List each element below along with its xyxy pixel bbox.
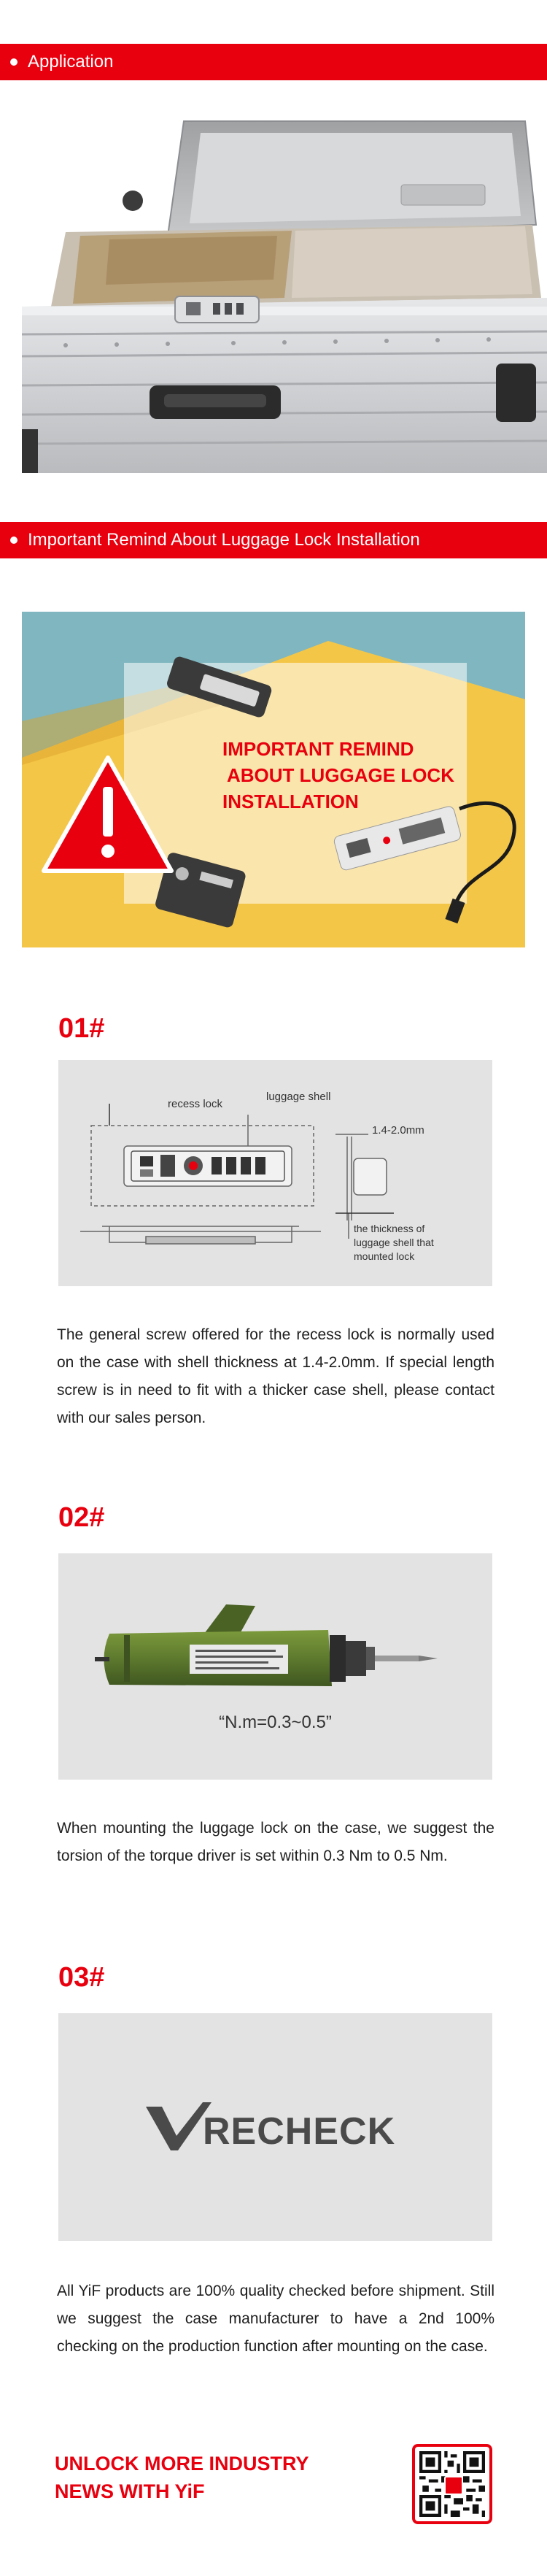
warning-title bbox=[222, 736, 454, 815]
step-number-3: 03# bbox=[58, 1962, 105, 1993]
warning-banner bbox=[22, 612, 525, 947]
torque-value-label: “N.m=0.3~0.5” bbox=[219, 1712, 332, 1732]
footer-slogan bbox=[55, 2450, 309, 2505]
section-header-application bbox=[0, 44, 547, 80]
checkmark-icon bbox=[146, 2101, 212, 2152]
warning-line-1: IMPORTANT REMIND bbox=[222, 738, 414, 760]
suitcase-photo bbox=[22, 115, 547, 473]
note-line-1: the thickness of bbox=[354, 1223, 425, 1234]
note-line-3: mounted lock bbox=[354, 1250, 415, 1262]
step1-description: The general screw offered for the recess lock is normally used on the case with shell thickness at 1.4-2.0mm. If special length screw is in need to fit with a thicker case shell, please contact with our sales person. bbox=[57, 1326, 494, 1426]
note-line-2: luggage shell that bbox=[354, 1237, 434, 1248]
qr-code[interactable] bbox=[412, 2444, 492, 2524]
label-thickness-note bbox=[354, 1222, 434, 1264]
step-number-2: 02# bbox=[58, 1502, 105, 1533]
label-luggage-shell: luggage shell bbox=[266, 1091, 331, 1103]
section-title: Important Remind About Luggage Lock Installation bbox=[28, 530, 420, 550]
qr-logo-icon bbox=[444, 2476, 463, 2495]
lock-thickness-diagram bbox=[58, 1060, 492, 1286]
warning-line-2: ABOUT LUGGAGE LOCK bbox=[227, 764, 454, 786]
recheck-panel bbox=[58, 2013, 492, 2241]
warning-line-3: INSTALLATION bbox=[222, 791, 359, 812]
bullet-icon bbox=[10, 537, 18, 544]
footer-line-1: UNLOCK MORE INDUSTRY bbox=[55, 2453, 309, 2475]
label-recess-lock: recess lock bbox=[168, 1098, 223, 1110]
recheck-label: RECHECK bbox=[203, 2110, 396, 2153]
footer-line-2: NEWS WITH YiF bbox=[55, 2480, 205, 2502]
torque-driver-panel bbox=[58, 1553, 492, 1780]
step-number-1: 01# bbox=[58, 1013, 105, 1044]
step2-description: When mounting the luggage lock on the case, we suggest the torsion of the torque driver is set within 0.3 Nm to 0.5 Nm. bbox=[57, 1820, 494, 1864]
section-title: Application bbox=[28, 52, 114, 72]
bullet-icon bbox=[10, 58, 18, 66]
section-header-remind bbox=[0, 522, 547, 558]
label-thickness-range: 1.4-2.0mm bbox=[372, 1124, 424, 1137]
step3-description: All YiF products are 100% quality checked before shipment. Still we suggest the case manufacturer to have a 2nd 100% checking on the production function after mounting on the case. bbox=[57, 2283, 494, 2355]
